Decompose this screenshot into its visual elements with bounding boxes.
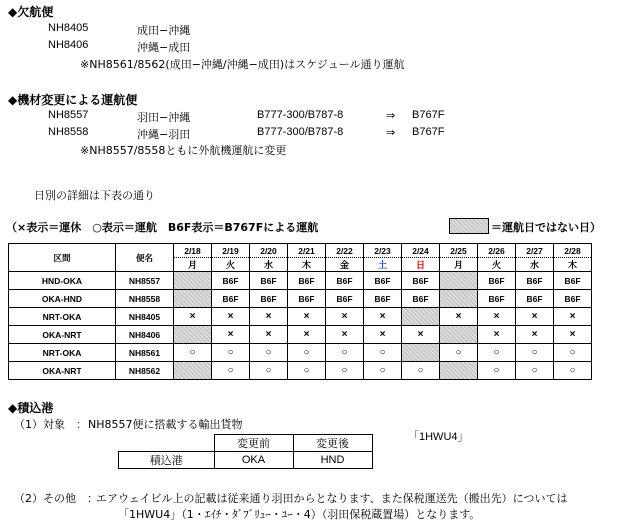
change-flight-2: NH8558 — [48, 126, 89, 138]
status-cell: ○ — [440, 344, 478, 362]
status-cell: × — [212, 308, 250, 326]
cancel-flight-1: NH8405 — [48, 22, 89, 34]
cancel-flight-2: NH8406 — [48, 39, 89, 51]
cancel-heading: ◆欠航便 — [8, 5, 54, 19]
status-cell: B6F — [326, 290, 364, 308]
date-header: 2/20 — [250, 244, 288, 258]
weekday-header: 月 — [440, 258, 478, 272]
row-route: HND-OKA — [9, 272, 116, 290]
status-cell: B6F — [402, 290, 440, 308]
status-cell: ○ — [554, 344, 592, 362]
status-cell: × — [288, 308, 326, 326]
port-before: OKA — [214, 452, 293, 469]
status-cell: B6F — [478, 290, 516, 308]
weekday-header: 日 — [402, 258, 440, 272]
port-heading: ◆積込港 — [8, 401, 54, 415]
status-cell: B6F — [212, 272, 250, 290]
legend-text: （×表示＝運休 ○表示＝運航 B6F表示＝B767Fによる運航 — [6, 221, 319, 234]
weekday-header: 土 — [364, 258, 402, 272]
weekday-header: 火 — [212, 258, 250, 272]
port-code-note: 「1HWU4」 — [408, 431, 469, 443]
row-flight: NH8406 — [116, 326, 174, 344]
non-operating-day-cell — [174, 362, 212, 380]
status-cell: × — [554, 308, 592, 326]
date-header: 2/18 — [174, 244, 212, 258]
row-flight: NH8557 — [116, 272, 174, 290]
change-from-2: B777-300/B787-8 — [257, 126, 344, 138]
status-cell: B6F — [288, 290, 326, 308]
status-cell: × — [288, 326, 326, 344]
status-cell: ○ — [402, 362, 440, 380]
date-header: 2/24 — [402, 244, 440, 258]
non-operating-day-cell — [174, 290, 212, 308]
status-cell: B6F — [326, 272, 364, 290]
status-cell: ○ — [250, 362, 288, 380]
status-cell: × — [402, 326, 440, 344]
status-cell: B6F — [250, 290, 288, 308]
schedule-row — [9, 362, 592, 380]
status-cell: B6F — [364, 290, 402, 308]
schedule-row — [9, 308, 592, 326]
other-label: （2）その他 ： — [14, 492, 98, 505]
cancel-route-2: 沖縄−成田 — [137, 41, 191, 54]
header-flight: 便名 — [116, 244, 174, 272]
status-cell: × — [516, 308, 554, 326]
port-target-text: NH8557便に搭載する輸出貨物 — [88, 418, 243, 431]
status-cell: ○ — [554, 362, 592, 380]
status-cell: ○ — [478, 344, 516, 362]
status-cell: × — [250, 308, 288, 326]
status-cell: × — [364, 308, 402, 326]
non-operating-day-cell — [174, 326, 212, 344]
port-table — [118, 434, 373, 469]
status-cell: B6F — [478, 272, 516, 290]
row-route: OKA-NRT — [9, 362, 116, 380]
date-header: 2/26 — [478, 244, 516, 258]
status-cell: B6F — [288, 272, 326, 290]
status-cell: ○ — [288, 344, 326, 362]
status-cell: ○ — [364, 362, 402, 380]
date-header: 2/19 — [212, 244, 250, 258]
status-cell: × — [250, 326, 288, 344]
status-cell: ○ — [516, 362, 554, 380]
status-cell: × — [174, 308, 212, 326]
non-operating-day-cell — [440, 290, 478, 308]
status-cell: B6F — [554, 272, 592, 290]
status-cell: ○ — [288, 362, 326, 380]
status-cell: B6F — [212, 290, 250, 308]
weekday-header: 火 — [478, 258, 516, 272]
port-col-before: 変更前 — [214, 435, 293, 452]
change-arrow-2: ⇒ — [386, 126, 396, 139]
row-route: NRT-OKA — [9, 344, 116, 362]
weekday-header: 木 — [288, 258, 326, 272]
status-cell: B6F — [402, 272, 440, 290]
schedule-row — [9, 272, 592, 290]
other-line-2: 「1HWU4」（1・ｴｲﾁ・ﾀﾞﾌﾞﾘｭｰ・ﾕｰ・4）（羽田保税蔵置場）となります。 — [118, 508, 481, 521]
status-cell: B6F — [516, 272, 554, 290]
row-flight: NH8561 — [116, 344, 174, 362]
status-cell: × — [516, 326, 554, 344]
row-route: NRT-OKA — [9, 308, 116, 326]
port-row-label: 積込港 — [119, 452, 215, 469]
status-cell: ○ — [250, 344, 288, 362]
weekday-header: 金 — [326, 258, 364, 272]
row-route: OKA-NRT — [9, 326, 116, 344]
status-cell: × — [326, 308, 364, 326]
schedule-row — [9, 326, 592, 344]
status-cell: ○ — [326, 362, 364, 380]
detail-text: 日別の詳細は下表の通り — [34, 189, 155, 202]
change-from-1: B777-300/B787-8 — [257, 109, 344, 121]
change-note: ※NH8557/8558ともに外航機運航に変更 — [80, 144, 287, 157]
date-header: 2/25 — [440, 244, 478, 258]
change-to-1: B767F — [412, 109, 445, 121]
schedule-row — [9, 290, 592, 308]
status-cell: ○ — [212, 362, 250, 380]
status-cell: × — [440, 308, 478, 326]
status-cell: ○ — [478, 362, 516, 380]
status-cell: B6F — [250, 272, 288, 290]
status-cell: ○ — [516, 344, 554, 362]
date-header: 2/27 — [516, 244, 554, 258]
legend-hatch-swatch — [449, 218, 489, 234]
row-flight: NH8405 — [116, 308, 174, 326]
status-cell: × — [478, 326, 516, 344]
change-route-2: 沖縄−羽田 — [137, 128, 191, 141]
header-route: 区間 — [9, 244, 116, 272]
port-table-corner — [119, 435, 215, 452]
status-cell: ○ — [174, 344, 212, 362]
row-route: OKA-HND — [9, 290, 116, 308]
status-cell: × — [326, 326, 364, 344]
non-operating-day-cell — [440, 326, 478, 344]
status-cell: × — [364, 326, 402, 344]
date-header: 2/22 — [326, 244, 364, 258]
status-cell: × — [478, 308, 516, 326]
change-flight-1: NH8557 — [48, 109, 89, 121]
row-flight: NH8562 — [116, 362, 174, 380]
weekday-header: 水 — [516, 258, 554, 272]
status-cell: B6F — [364, 272, 402, 290]
port-col-after: 変更後 — [293, 435, 372, 452]
row-flight: NH8558 — [116, 290, 174, 308]
status-cell: ○ — [212, 344, 250, 362]
other-line-1: エアウェイビル上の記載は従来通り羽田からとなります、また保税運送先（搬出先）については — [96, 492, 568, 505]
change-heading: ◆機材変更による運航便 — [8, 93, 138, 107]
change-to-2: B767F — [412, 126, 445, 138]
date-header: 2/23 — [364, 244, 402, 258]
non-operating-day-cell — [402, 344, 440, 362]
non-operating-day-cell — [174, 272, 212, 290]
port-target-label: （1）対象 ： — [14, 418, 87, 431]
weekday-header: 水 — [250, 258, 288, 272]
change-route-1: 羽田−沖縄 — [137, 111, 191, 124]
date-header: 2/28 — [554, 244, 592, 258]
schedule-table — [8, 243, 592, 380]
cancel-route-1: 成田−沖縄 — [137, 24, 191, 37]
non-operating-day-cell — [440, 362, 478, 380]
schedule-row — [9, 344, 592, 362]
status-cell: × — [554, 326, 592, 344]
status-cell: B6F — [554, 290, 592, 308]
status-cell: ○ — [326, 344, 364, 362]
weekday-header: 木 — [554, 258, 592, 272]
date-header: 2/21 — [288, 244, 326, 258]
legend-box-text: ＝運航日ではない日） — [491, 221, 601, 234]
non-operating-day-cell — [440, 272, 478, 290]
port-after: HND — [293, 452, 372, 469]
status-cell: B6F — [516, 290, 554, 308]
status-cell: ○ — [364, 344, 402, 362]
non-operating-day-cell — [402, 308, 440, 326]
weekday-header: 月 — [174, 258, 212, 272]
change-arrow-1: ⇒ — [386, 109, 396, 122]
status-cell: × — [212, 326, 250, 344]
cancel-note: ※NH8561/8562(成田−沖縄/沖縄−成田)はスケジュール通り運航 — [80, 58, 405, 71]
